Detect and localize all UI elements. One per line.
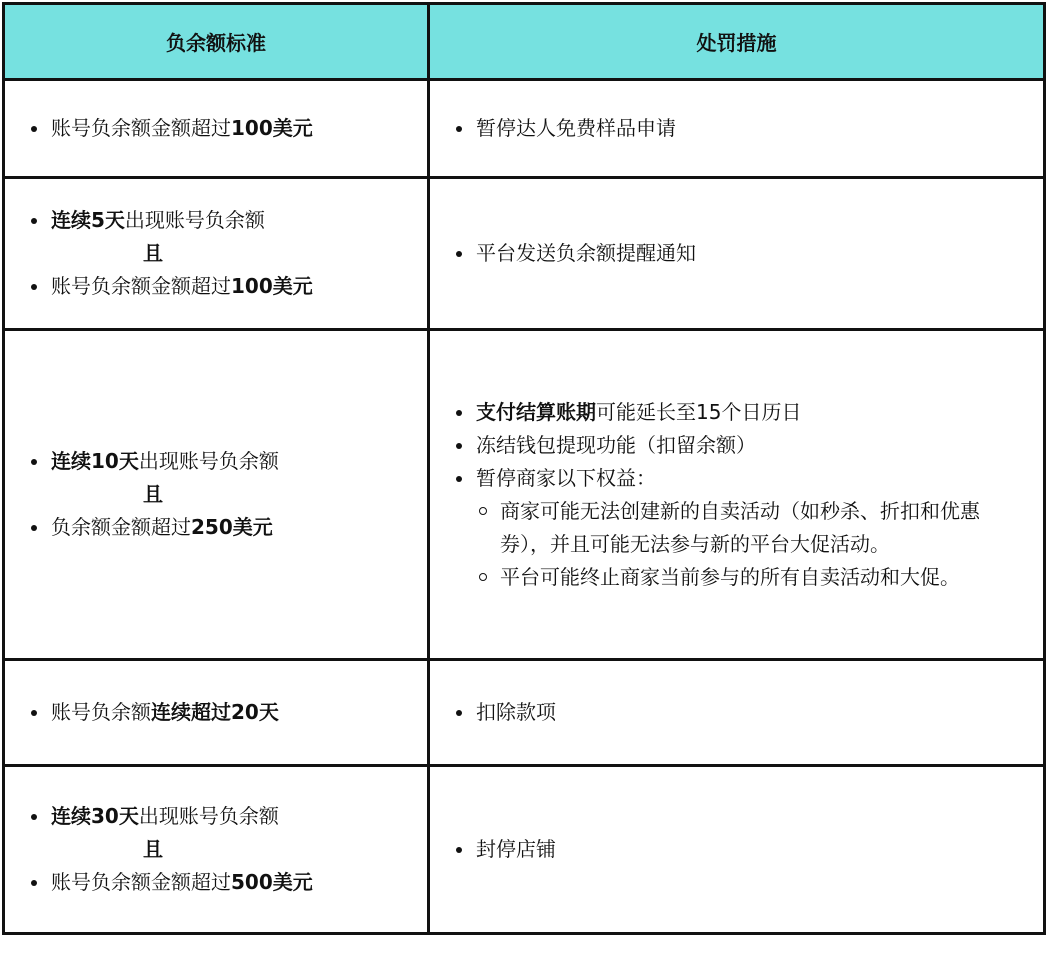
criteria-item: 连续10天出现账号负余额 bbox=[51, 445, 409, 478]
penalty-item: 暂停商家以下权益： 商家可能无法创建新的自卖活动（如秒杀、折扣和优惠券），并且可能无法参与新的平台大促活动。 平台可能终止商家当前参与的所有自卖活动和大促。 bbox=[476, 462, 1025, 594]
and-connector: 且 bbox=[143, 482, 163, 506]
table-row bbox=[4, 330, 1045, 660]
criteria-item: 连续30天出现账号负余额 bbox=[51, 800, 409, 833]
penalty-cell bbox=[429, 178, 1045, 330]
criteria-cell bbox=[4, 178, 429, 330]
criteria-item: 负余额金额超过250美元 bbox=[51, 511, 409, 544]
and-connector: 且 bbox=[143, 837, 163, 861]
penalty-item: 冻结钱包提现功能（扣留余额） bbox=[476, 429, 1025, 462]
criteria-cell bbox=[4, 766, 429, 934]
penalty-cell bbox=[429, 330, 1045, 660]
criteria-item: 账号负余额连续超过20天 bbox=[51, 696, 409, 729]
criteria-item: 连续5天出现账号负余额 bbox=[51, 204, 409, 237]
penalty-item: 支付结算账期可能延长至15个日历日 bbox=[476, 396, 1025, 429]
penalty-cell bbox=[429, 660, 1045, 766]
header-criteria: 负余额标准 bbox=[4, 4, 429, 80]
penalty-cell bbox=[429, 766, 1045, 934]
penalty-item: 封停店铺 bbox=[476, 833, 1025, 866]
penalty-subitem: 商家可能无法创建新的自卖活动（如秒杀、折扣和优惠券），并且可能无法参与新的平台大促活动。 bbox=[500, 495, 1025, 561]
table-row bbox=[4, 80, 1045, 178]
header-penalty: 处罚措施 bbox=[429, 4, 1045, 80]
criteria-cell bbox=[4, 330, 429, 660]
criteria-cell bbox=[4, 660, 429, 766]
table-row bbox=[4, 766, 1045, 934]
and-connector: 且 bbox=[143, 241, 163, 265]
penalty-cell bbox=[429, 80, 1045, 178]
criteria-item: 账号负余额金额超过100美元 bbox=[51, 112, 409, 145]
penalty-item: 扣除款项 bbox=[476, 696, 1025, 729]
penalty-item: 暂停达人免费样品申请 bbox=[476, 112, 1025, 145]
header-row bbox=[4, 4, 1045, 80]
penalty-subitem: 平台可能终止商家当前参与的所有自卖活动和大促。 bbox=[500, 561, 1025, 594]
criteria-item: 账号负余额金额超过100美元 bbox=[51, 270, 409, 303]
table-row bbox=[4, 178, 1045, 330]
table-row bbox=[4, 660, 1045, 766]
criteria-cell bbox=[4, 80, 429, 178]
penalty-item: 平台发送负余额提醒通知 bbox=[476, 237, 1025, 270]
criteria-item: 账号负余额金额超过500美元 bbox=[51, 866, 409, 899]
penalty-table bbox=[2, 2, 1046, 935]
